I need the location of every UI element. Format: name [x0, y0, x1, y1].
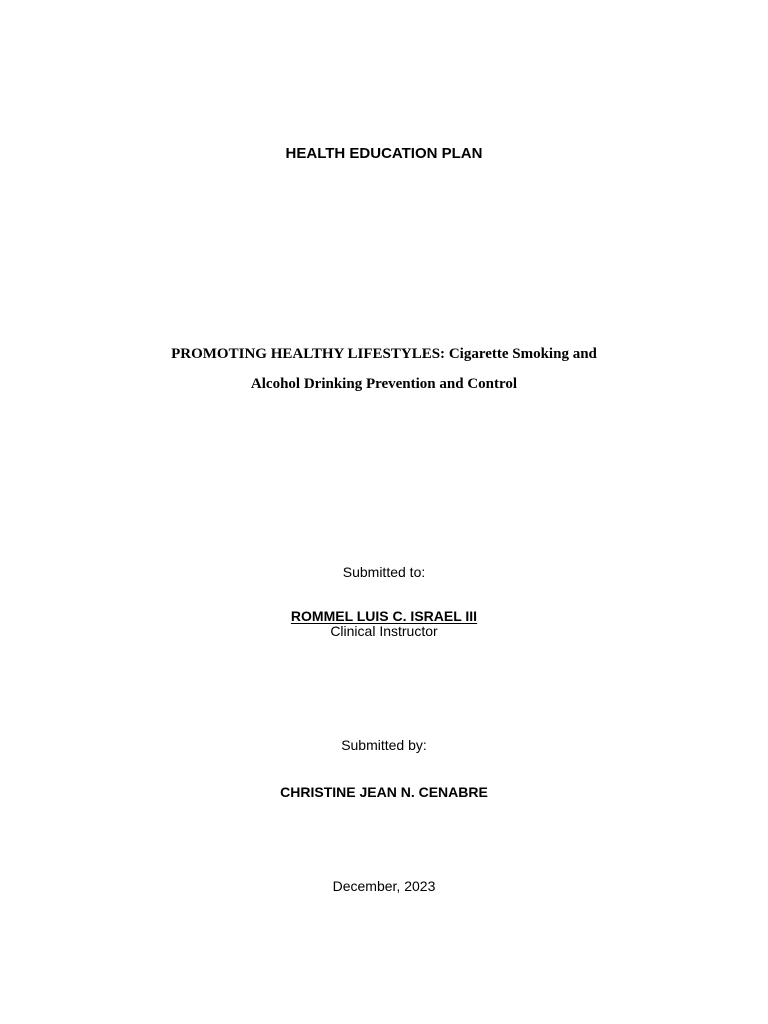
document-subject-line-1 — [0, 345, 768, 363]
document-date: December, 2023 — [332, 878, 436, 894]
document-subject-line-2: Alcohol Drinking Prevention and Control — [250, 376, 518, 392]
submitted-by-label: Submitted by: — [341, 737, 427, 753]
subject-rest: Cigarette Smoking and — [445, 346, 597, 362]
instructor-role: Clinical Instructor — [330, 623, 438, 639]
document-heading: HEALTH EDUCATION PLAN — [285, 145, 483, 162]
subject-lead: PROMOTING HEALTHY LIFESTYLES: — [171, 346, 446, 362]
student-name: CHRISTINE JEAN N. CENABRE — [280, 784, 488, 800]
instructor-name-text: ROMMEL LUIS C. ISRAEL III — [290, 608, 478, 624]
submitted-to-label: Submitted to: — [342, 564, 426, 580]
